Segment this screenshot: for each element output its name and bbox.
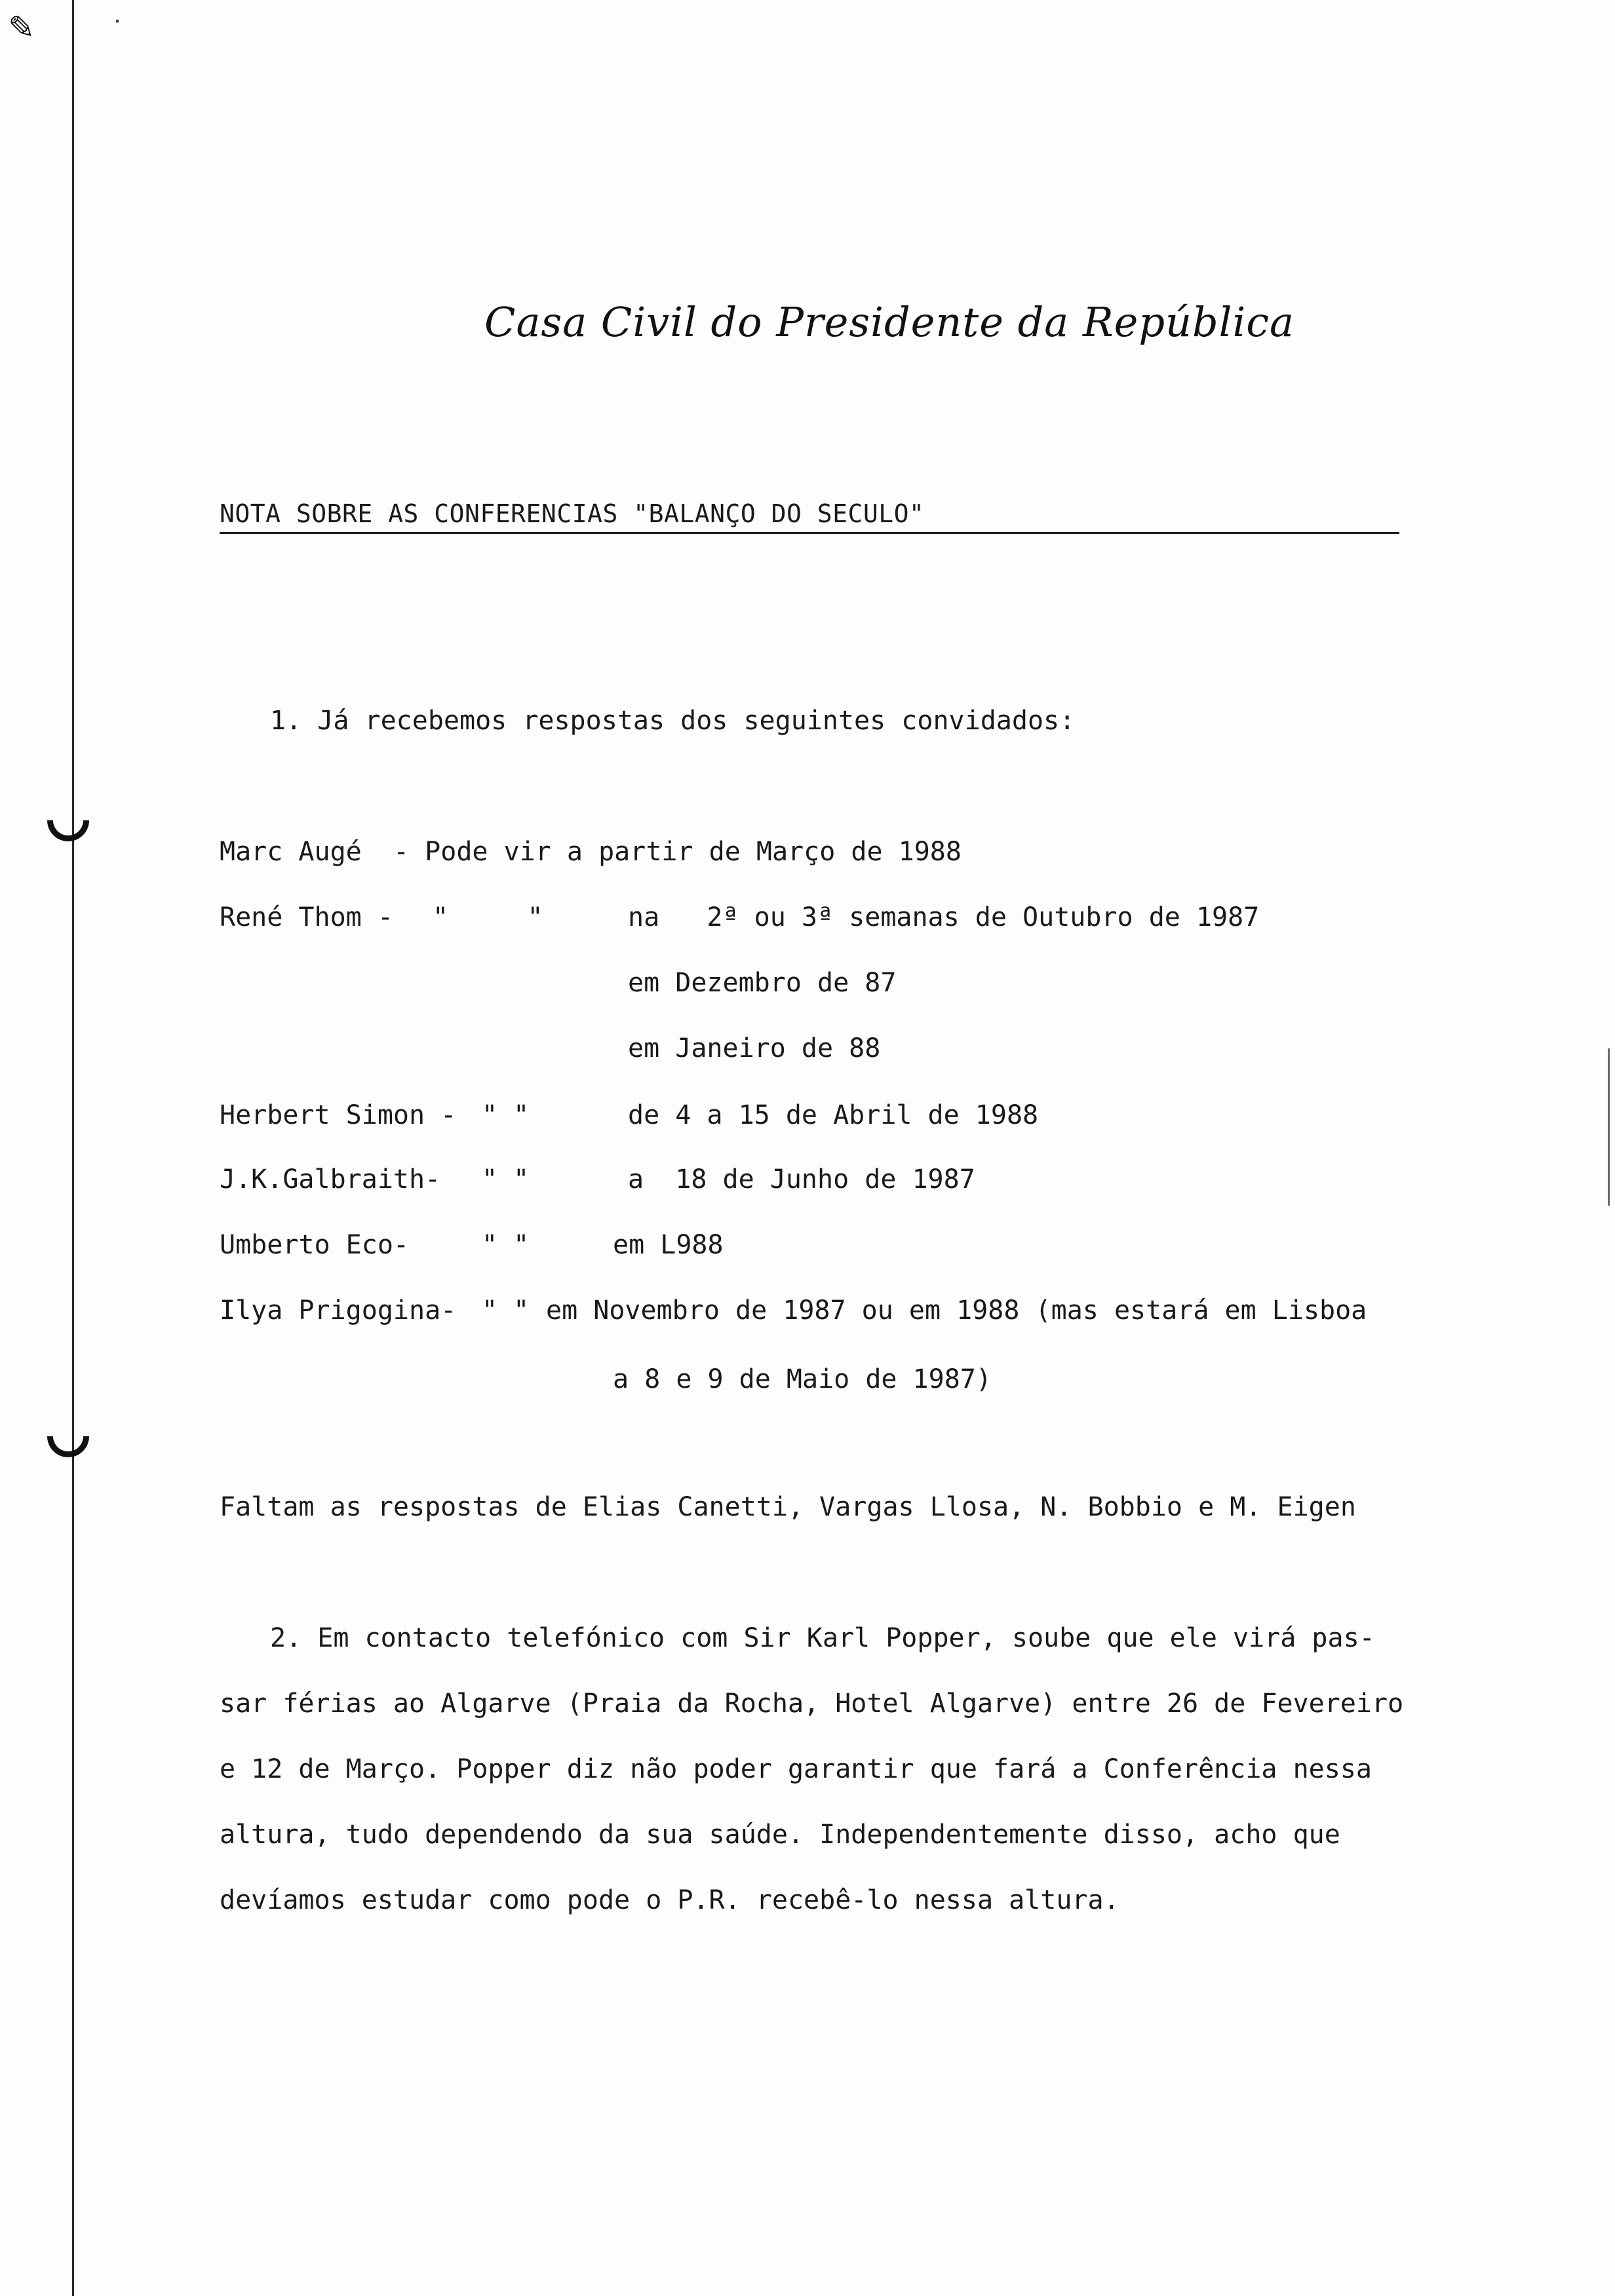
- guest-availability: a 18 de Junho de 1987: [628, 1164, 975, 1195]
- scan-corner-mark-icon: ✎: [9, 3, 33, 48]
- letterhead: Casa Civil do Presidente da República: [484, 298, 1294, 346]
- paragraph-line: sar férias ao Algarve (Praia da Rocha, Hotel Algarve) entre 26 de Fevereiro: [220, 1689, 1404, 1719]
- guest-name: J.K.Galbraith-: [220, 1164, 441, 1195]
- paragraph-line: e 12 de Março. Popper diz não poder garantir que fará a Conferência nessa: [220, 1754, 1372, 1784]
- guest-availability: em Dezembro de 87: [628, 968, 897, 998]
- guest-name: Umberto Eco-: [220, 1230, 409, 1260]
- ditto-marks: " ": [482, 1164, 530, 1195]
- scan-speck-icon: ·: [111, 10, 124, 33]
- guest-name: Herbert Simon -: [220, 1100, 457, 1130]
- guest-availability: em Novembro de 1987 ou em 1988 (mas estará em Lisboa: [546, 1295, 1367, 1326]
- guest-availability: na 2ª ou 3ª semanas de Outubro de 1987: [628, 902, 1260, 932]
- guest-availability: - Pode vir a partir de Março de 1988: [393, 837, 962, 867]
- document-title: NOTA SOBRE AS CONFERENCIAS "BALANÇO DO SECULO": [220, 499, 1399, 534]
- ditto-marks: " ": [482, 1100, 530, 1130]
- guest-name: Ilya Prigogina-: [220, 1295, 457, 1326]
- paragraph-line: 2. Em contacto telefónico com Sir Karl Popper, soube que ele virá pas-: [270, 1623, 1375, 1653]
- guest-name: René Thom -: [220, 902, 393, 932]
- guest-availability: a 8 e 9 de Maio de 1987): [613, 1364, 992, 1394]
- scan-edge-mark: [1608, 1048, 1610, 1206]
- guest-availability: em L988: [613, 1230, 724, 1260]
- punch-hole-icon: [39, 791, 98, 851]
- paragraph-line: devíamos estudar como pode o P.R. recebê-lo nessa altura.: [220, 1885, 1119, 1915]
- punch-hole-icon: [39, 1407, 98, 1466]
- paragraph-line: altura, tudo dependendo da sua saúde. Independentemente disso, acho que: [220, 1820, 1340, 1850]
- ditto-marks: " ": [482, 1295, 530, 1326]
- intro-paragraph: 1. Já recebemos respostas dos seguintes convidados:: [270, 706, 1076, 736]
- guest-name: Marc Augé: [220, 837, 362, 867]
- missing-responses: Faltam as respostas de Elias Canetti, Vargas Llosa, N. Bobbio e M. Eigen: [220, 1492, 1356, 1522]
- ditto-marks: " ": [433, 902, 543, 932]
- ditto-marks: " ": [482, 1230, 530, 1260]
- guest-availability: de 4 a 15 de Abril de 1988: [628, 1100, 1039, 1130]
- guest-availability: em Janeiro de 88: [628, 1033, 881, 1063]
